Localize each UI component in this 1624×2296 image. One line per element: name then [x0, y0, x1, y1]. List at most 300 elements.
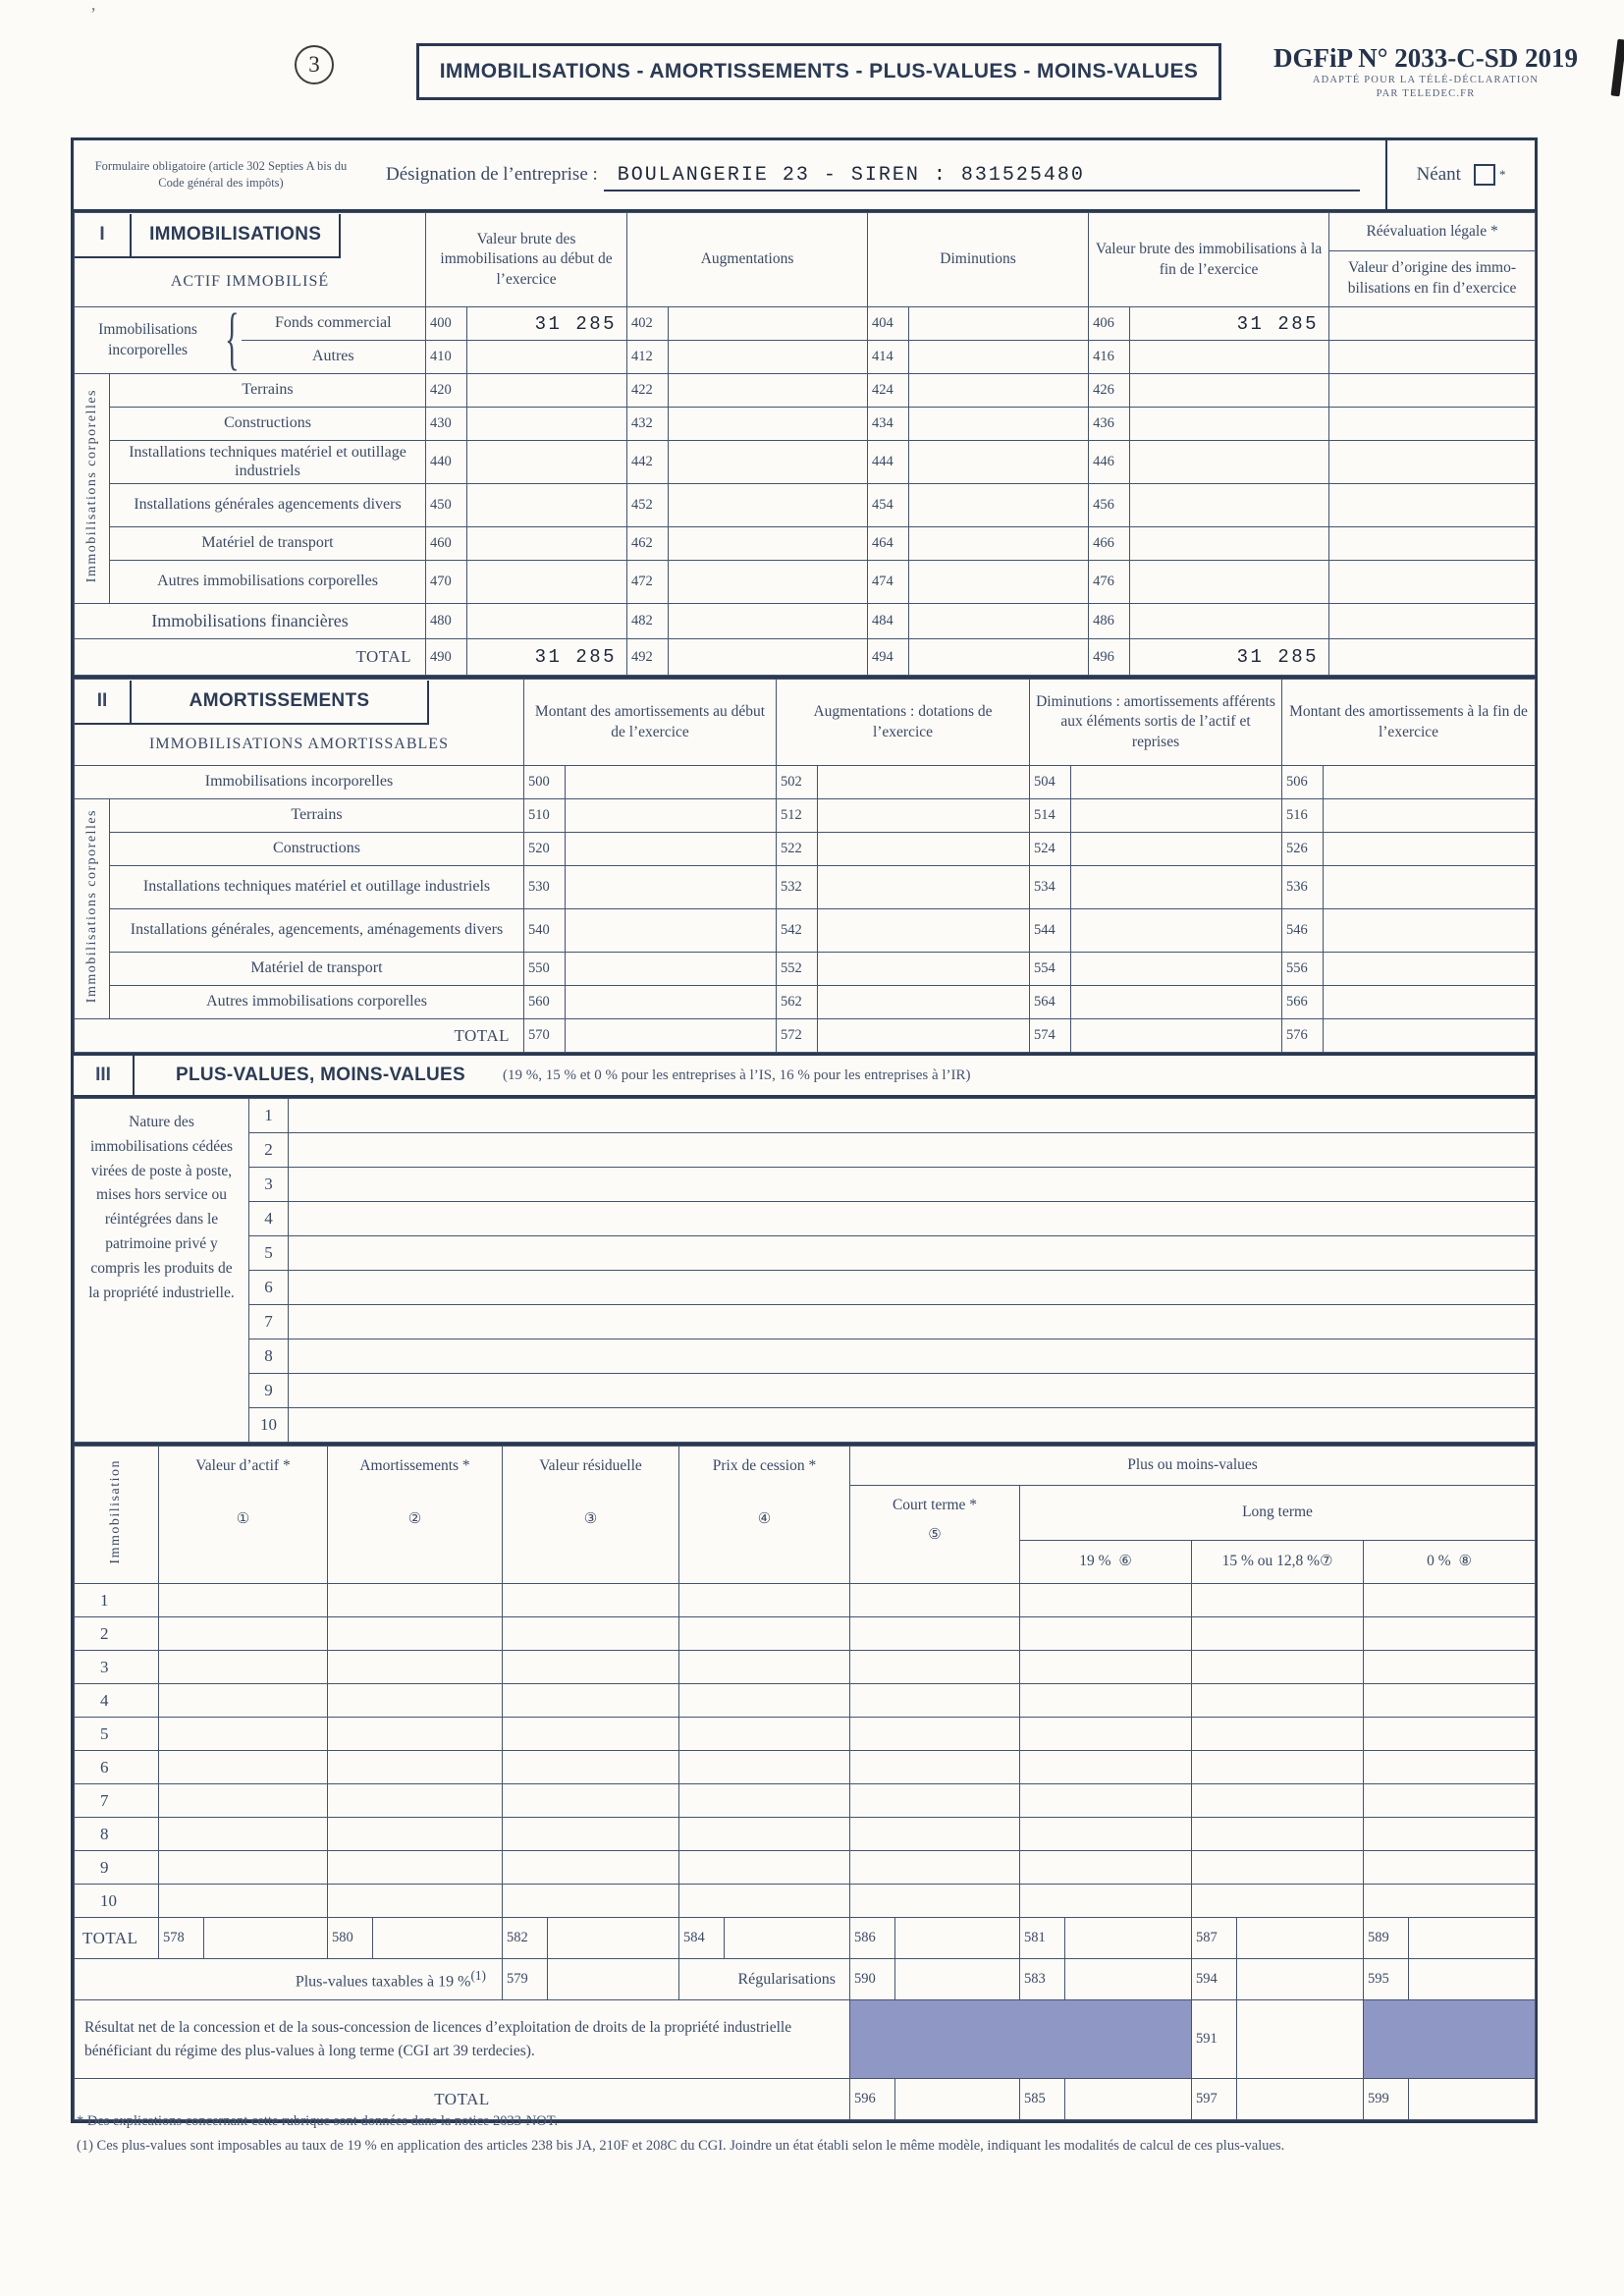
code-cell: 584	[679, 1918, 725, 1959]
col-header-valeur-brute-fin: Valeur brute des immobilisations à la fin de l’exercice	[1089, 213, 1329, 307]
total-label: TOTAL	[75, 1019, 524, 1053]
nature-entry-cell	[289, 1305, 1536, 1339]
footnote-1: (1) Ces plus-values sont imposables au taux de 19 % en application des articles 238 bis JA, 210F et 208C du CGI. Joindre un état établi selon le même modèle, indiquant les modalités de calcul de ces plus-values.	[77, 2138, 1285, 2155]
col-header-dotations: Augmentations : dotations de l’exercice	[777, 680, 1030, 766]
entry-cell	[159, 1617, 328, 1651]
code-cell: 496	[1089, 639, 1130, 676]
entry-cell	[1192, 1851, 1364, 1885]
code-cell: 430	[426, 408, 467, 441]
total-label: TOTAL	[75, 639, 426, 676]
group-corporelles-label: Immobilisations corporelles	[83, 809, 99, 1004]
value-cell	[1329, 484, 1536, 527]
entry-cell	[679, 1584, 850, 1617]
value-cell	[566, 986, 777, 1019]
row-label: Matériel de transport	[110, 953, 524, 986]
col-number: ②	[407, 1509, 422, 1528]
entry-cell	[1192, 1617, 1364, 1651]
col-header-amortissements-debut: Montant des amortissements au début de l’exercice	[524, 680, 777, 766]
value-cell	[909, 441, 1089, 484]
code-cell: 522	[777, 833, 818, 866]
value-cell	[566, 953, 777, 986]
value-cell	[467, 374, 627, 408]
entry-cell	[679, 1818, 850, 1851]
table-row	[75, 1584, 1536, 1617]
neant-cell	[1385, 140, 1535, 209]
value-cell	[1071, 833, 1282, 866]
entry-cell	[159, 1584, 328, 1617]
form-ref-note-line1: ADAPTÉ POUR LA TÉLÉ-DÉCLARATION	[1312, 75, 1540, 85]
entry-cell	[328, 1584, 503, 1617]
col-label: 19 %	[1079, 1553, 1111, 1570]
brace-glyph: {	[225, 306, 240, 374]
value-cell	[818, 909, 1030, 953]
value-cell	[909, 527, 1089, 561]
code-cell: 484	[868, 604, 909, 639]
table-row	[75, 2000, 1536, 2079]
code-cell: 422	[627, 374, 669, 408]
col-header-augmentations: Augmentations	[627, 213, 868, 307]
code-cell: 500	[524, 766, 566, 799]
row-number: 9	[75, 1851, 159, 1885]
value-cell	[1130, 441, 1329, 484]
col-header-reevaluation	[1329, 213, 1536, 307]
value-cell	[669, 604, 868, 639]
code-cell: 480	[426, 604, 467, 639]
value-cell	[818, 866, 1030, 909]
immobilisation-column-header	[75, 1447, 159, 1584]
company-name-value: BOULANGERIE 23 - SIREN : 831525480	[617, 164, 1085, 187]
form-ref-note-line2: PAR TELEDEC.FR	[1376, 88, 1476, 100]
scan-artifact: ’	[90, 4, 96, 24]
row-number: 6	[249, 1271, 289, 1305]
value-cell	[818, 766, 1030, 799]
table-row	[75, 441, 1536, 484]
value-cell	[895, 1918, 1020, 1959]
value-cell	[725, 1918, 850, 1959]
col-number: ①	[236, 1509, 250, 1528]
row-number: 6	[75, 1751, 159, 1784]
entry-cell	[503, 1885, 679, 1918]
shaded-cell	[850, 2000, 1192, 2079]
entry-cell	[503, 1584, 679, 1617]
entry-cell	[159, 1718, 328, 1751]
nature-label: Nature des immobilisations cédées virées de poste à poste, mises hors service ou réintégrées dans le patrimoine privé y compris les produits de la propriété industrielle.	[88, 1114, 235, 1301]
entry-cell	[1020, 1851, 1192, 1885]
code-cell: 596	[850, 2079, 895, 2120]
code-cell: 404	[868, 307, 909, 341]
code-cell: 494	[868, 639, 909, 676]
value-cell	[1329, 639, 1536, 676]
table-row	[75, 1374, 1536, 1408]
entry-cell	[679, 1718, 850, 1751]
neant-label: Néant	[1416, 164, 1461, 185]
mandatory-form-note: Formulaire obligatoire (article 302 Septies A bis du Code général des impôts)	[94, 159, 348, 190]
value-cell	[1324, 766, 1536, 799]
code-cell: 562	[777, 986, 818, 1019]
table-row	[75, 1168, 1536, 1202]
value-cell	[909, 307, 1089, 341]
code-cell: 564	[1030, 986, 1071, 1019]
col-header-plus-moins-values: Plus ou moins-values	[850, 1447, 1536, 1486]
section-iii-title: PLUS-VALUES, MOINS-VALUES	[176, 1065, 465, 1085]
col-header-prix-cession	[679, 1447, 850, 1584]
value-cell	[548, 1918, 679, 1959]
code-cell: 574	[1030, 1019, 1071, 1053]
row-label: Terrains	[110, 374, 426, 408]
value-cell	[566, 799, 777, 833]
entry-cell	[328, 1818, 503, 1851]
entry-cell	[503, 1818, 679, 1851]
entry-cell	[328, 1851, 503, 1885]
code-cell: 536	[1282, 866, 1324, 909]
table-row	[75, 527, 1536, 561]
neant-checkbox	[1474, 164, 1495, 186]
code-cell: 506	[1282, 766, 1324, 799]
entry-cell	[328, 1684, 503, 1718]
value-cell	[1324, 953, 1536, 986]
col-header-reevaluation-legale: Réévaluation légale *	[1329, 214, 1535, 251]
entry-cell	[328, 1751, 503, 1784]
code-cell: 534	[1030, 866, 1071, 909]
value-cell	[818, 799, 1030, 833]
entry-cell	[159, 1818, 328, 1851]
row-label: Immobilisations financières	[75, 604, 426, 639]
value-cell	[1329, 561, 1536, 604]
code-cell: 585	[1020, 2079, 1065, 2120]
value-cell	[467, 441, 627, 484]
entry-cell	[850, 1651, 1020, 1684]
code-cell: 550	[524, 953, 566, 986]
entry-cell	[1020, 1718, 1192, 1751]
code-cell: 442	[627, 441, 669, 484]
code-cell: 581	[1020, 1918, 1065, 1959]
entry-cell	[850, 1718, 1020, 1751]
entry-cell	[850, 1617, 1020, 1651]
col-header-diminutions-amortissements: Diminutions : amortissements afférents aux éléments sortis de l’actif et reprises	[1030, 680, 1282, 766]
value-cell	[548, 1959, 679, 2000]
section-ii-table	[74, 679, 1536, 1053]
entry-cell	[1020, 1751, 1192, 1784]
nature-entry-cell	[289, 1099, 1536, 1133]
form-reference-note	[1231, 74, 1620, 101]
code-cell: 440	[426, 441, 467, 484]
row-number: 5	[75, 1718, 159, 1751]
section-ii-subtitle: IMMOBILISATIONS AMORTISSABLES	[149, 735, 449, 752]
code-cell: 582	[503, 1918, 548, 1959]
value-cell	[895, 1959, 1020, 2000]
plus-moins-values-table	[74, 1446, 1536, 2120]
code-cell: 546	[1282, 909, 1324, 953]
value-cell: 31 285	[467, 307, 627, 341]
code-cell: 446	[1089, 441, 1130, 484]
row-number: 7	[75, 1784, 159, 1818]
row-number: 8	[75, 1818, 159, 1851]
code-cell: 586	[850, 1918, 895, 1959]
table-row	[75, 1959, 1536, 2000]
code-cell: 594	[1192, 1959, 1237, 2000]
value-cell	[1329, 408, 1536, 441]
table-row	[75, 833, 1536, 866]
value-cell	[566, 1019, 777, 1053]
value-cell	[1071, 986, 1282, 1019]
code-cell: 556	[1282, 953, 1324, 986]
entry-cell	[1364, 1617, 1536, 1651]
code-cell: 454	[868, 484, 909, 527]
designation-label: Désignation de l’entreprise :	[386, 164, 598, 185]
footnote-marker: (1)	[470, 1967, 486, 1983]
table-row	[75, 1684, 1536, 1718]
group-corporelles	[75, 799, 110, 1019]
value-cell: 31 285	[467, 639, 627, 676]
code-cell: 512	[777, 799, 818, 833]
entry-cell	[1020, 1818, 1192, 1851]
value-cell	[1130, 527, 1329, 561]
table-row	[75, 1718, 1536, 1751]
table-row	[75, 1751, 1536, 1784]
value-cell	[1130, 374, 1329, 408]
value-cell	[1329, 341, 1536, 374]
entry-cell	[679, 1851, 850, 1885]
value-cell	[909, 561, 1089, 604]
value-cell	[1329, 527, 1536, 561]
code-cell: 412	[627, 341, 669, 374]
col-header-15pct	[1192, 1541, 1364, 1584]
code-cell: 402	[627, 307, 669, 341]
code-cell: 466	[1089, 527, 1130, 561]
col-header-valeur-residuelle	[503, 1447, 679, 1584]
code-cell: 590	[850, 1959, 895, 2000]
page-title: IMMOBILISATIONS - AMORTISSEMENTS - PLUS-VALUES - MOINS-VALUES	[439, 60, 1199, 82]
value-cell	[669, 639, 868, 676]
section-iii-header	[74, 1056, 1535, 1095]
col-label: Valeur résiduelle	[539, 1457, 642, 1474]
value-cell	[467, 484, 627, 527]
row-number: 7	[249, 1305, 289, 1339]
entry-cell	[1192, 1818, 1364, 1851]
value-cell	[669, 441, 868, 484]
value-cell	[1130, 484, 1329, 527]
row-number: 3	[75, 1651, 159, 1684]
row-number: 4	[75, 1684, 159, 1718]
table-row	[75, 484, 1536, 527]
entry-cell	[1192, 1584, 1364, 1617]
page-number: 3	[308, 52, 320, 77]
table-row-total	[75, 1918, 1536, 1959]
row-label: Matériel de transport	[110, 527, 426, 561]
code-cell: 452	[627, 484, 669, 527]
col-header-long-terme: Long terme	[1020, 1486, 1536, 1541]
nature-entry-cell	[289, 1236, 1536, 1271]
col-label: 0 %	[1427, 1553, 1451, 1570]
row-label: Immobilisations incorporelles	[75, 766, 524, 799]
value-cell	[818, 1019, 1030, 1053]
table-row	[75, 341, 1536, 374]
code-cell: 416	[1089, 341, 1130, 374]
row-number: 8	[249, 1339, 289, 1374]
entry-cell	[503, 1751, 679, 1784]
entry-cell	[679, 1784, 850, 1818]
entry-cell	[503, 1651, 679, 1684]
designation-band	[74, 140, 1535, 209]
row-number: 9	[249, 1374, 289, 1408]
row-label: Fonds commercial	[242, 307, 426, 341]
table-row	[75, 1851, 1536, 1885]
code-cell: 510	[524, 799, 566, 833]
col-header-court-terme	[850, 1486, 1020, 1584]
value-cell	[909, 374, 1089, 408]
value-cell	[669, 484, 868, 527]
value-cell	[1237, 1918, 1364, 1959]
value-cell	[1237, 2000, 1364, 2079]
value-cell	[1409, 1959, 1536, 2000]
entry-cell	[1192, 1684, 1364, 1718]
value-cell	[1071, 909, 1282, 953]
entry-cell	[1364, 1651, 1536, 1684]
row-number: 10	[249, 1408, 289, 1443]
value-cell	[467, 341, 627, 374]
value-cell	[1324, 833, 1536, 866]
col-number: ⑤	[928, 1525, 942, 1544]
entry-cell	[850, 1851, 1020, 1885]
code-cell: 530	[524, 866, 566, 909]
entry-cell	[159, 1751, 328, 1784]
section-iii-number: III	[74, 1056, 135, 1095]
col-label: Valeur d’actif *	[195, 1457, 291, 1474]
code-cell: 434	[868, 408, 909, 441]
code-cell: 490	[426, 639, 467, 676]
value-cell	[1130, 408, 1329, 441]
entry-cell	[328, 1885, 503, 1918]
entry-cell	[1192, 1885, 1364, 1918]
code-cell: 524	[1030, 833, 1071, 866]
value-cell	[1329, 604, 1536, 639]
entry-cell	[1364, 1751, 1536, 1784]
value-cell	[909, 639, 1089, 676]
value-cell	[669, 374, 868, 408]
entry-cell	[1020, 1784, 1192, 1818]
value-cell	[1329, 441, 1536, 484]
group-incorporelles	[75, 307, 242, 374]
nature-entry-cell	[289, 1271, 1536, 1305]
value-cell	[1071, 766, 1282, 799]
col-label: Amortissements *	[359, 1457, 470, 1474]
entry-cell	[159, 1851, 328, 1885]
total-label: TOTAL	[75, 1918, 159, 1959]
table-row	[75, 307, 1536, 341]
value-cell	[909, 341, 1089, 374]
table-row	[75, 604, 1536, 639]
nature-immobilisations-table	[74, 1098, 1536, 1443]
code-cell: 482	[627, 604, 669, 639]
code-cell: 504	[1030, 766, 1071, 799]
value-cell	[467, 527, 627, 561]
table-row	[75, 1202, 1536, 1236]
value-cell	[1409, 1918, 1536, 1959]
form-title-box	[416, 43, 1221, 100]
value-cell	[1324, 909, 1536, 953]
value-cell	[669, 341, 868, 374]
code-cell: 460	[426, 527, 467, 561]
entry-cell	[503, 1851, 679, 1885]
value-cell	[566, 766, 777, 799]
value-cell	[1071, 1019, 1282, 1053]
table-row	[75, 1651, 1536, 1684]
section-i-number: I	[75, 214, 132, 256]
value-cell	[669, 561, 868, 604]
entry-cell	[1364, 1818, 1536, 1851]
section-ii-header	[75, 680, 524, 766]
value-cell	[909, 484, 1089, 527]
row-label: Constructions	[110, 408, 426, 441]
code-cell: 560	[524, 986, 566, 1019]
entry-cell	[679, 1651, 850, 1684]
table-row	[75, 1271, 1536, 1305]
table-row-total	[75, 1019, 1536, 1053]
group-corporelles-label: Immobilisations corporelles	[83, 389, 99, 583]
code-cell: 462	[627, 527, 669, 561]
entry-cell	[679, 1751, 850, 1784]
code-cell: 464	[868, 527, 909, 561]
entry-cell	[1020, 1584, 1192, 1617]
value-cell	[1071, 866, 1282, 909]
value-cell	[373, 1918, 503, 1959]
code-cell: 597	[1192, 2079, 1237, 2120]
table-row	[75, 374, 1536, 408]
nature-entry-cell	[289, 1202, 1536, 1236]
table-row	[75, 1408, 1536, 1443]
code-cell: 552	[777, 953, 818, 986]
form-body	[71, 137, 1538, 2123]
table-row	[75, 1339, 1536, 1374]
entry-cell	[679, 1885, 850, 1918]
table-row	[75, 1305, 1536, 1339]
immobilisation-label: Immobilisation	[108, 1459, 124, 1564]
entry-cell	[1020, 1651, 1192, 1684]
table-row	[75, 953, 1536, 986]
value-cell: 31 285	[1130, 307, 1329, 341]
value-cell	[1329, 374, 1536, 408]
entry-cell	[679, 1617, 850, 1651]
entry-cell	[1192, 1718, 1364, 1751]
code-cell: 400	[426, 307, 467, 341]
code-cell: 599	[1364, 2079, 1409, 2120]
entry-cell	[159, 1684, 328, 1718]
value-cell	[669, 527, 868, 561]
value-cell	[204, 1918, 328, 1959]
code-cell: 578	[159, 1918, 204, 1959]
nature-entry-cell	[289, 1374, 1536, 1408]
table-row	[75, 799, 1536, 833]
value-cell	[1324, 1019, 1536, 1053]
section-ii-number: II	[75, 681, 132, 723]
entry-cell	[503, 1684, 679, 1718]
value-cell	[467, 561, 627, 604]
row-label: Autres	[242, 341, 426, 374]
code-cell: 591	[1192, 2000, 1237, 2079]
table-row	[75, 561, 1536, 604]
entry-cell	[1364, 1684, 1536, 1718]
col-label: Court terme *	[892, 1497, 978, 1513]
concession-text: Résultat net de la concession et de la sous-concession de licences d’exploitation de droits de la propriété industrielle bénéficiant du régime des plus-values à long terme (CGI art 39 terdecies).	[75, 2000, 850, 2079]
code-cell: 432	[627, 408, 669, 441]
group-corporelles	[75, 374, 110, 604]
code-cell: 583	[1020, 1959, 1065, 2000]
table-row	[75, 1885, 1536, 1918]
col-header-valeur-actif	[159, 1447, 328, 1584]
table-row	[75, 1236, 1536, 1271]
col-label: 15 % ou 12,8 %	[1221, 1553, 1321, 1570]
value-cell	[1324, 866, 1536, 909]
